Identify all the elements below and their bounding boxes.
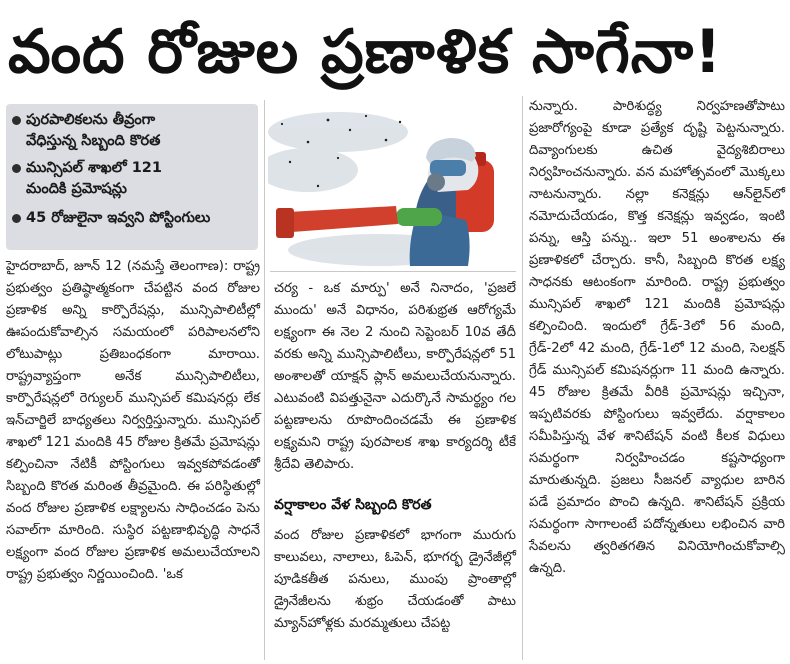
highlight-line: 45 రోజులైనా ఇవ్వని పోస్టింగులు bbox=[26, 210, 211, 226]
article-paragraph: హైదరాబాద్, జూన్ 12 (నమస్తే తెలంగాణ): రాష్ట్ర ప్రభుత్వం ప్రతిష్ఠాత్మకంగా చేపట్టిన వంద రోజుల ప్రణాళిక అన్ని కార్పొరేషన్లు, మున్సిపాలిటీల్లో ఊపందుకోవాల్సిన సమయంలో పరిపాలనలోని లోటుపాట్లు ప్రతిబంధకంగా మారాయి. రాష్ట్రవ్యాప్తంగా అనేక మున్సిపాలిటీలు, కార్పొరేషన్లలో రెగ్యులర్ మున్సిపల్ కమిషనర్లు లేక ఇన్‌చార్జిలే బాధ్యతలు నిర్వర్తిస్తున్నారు. మున్సిపల్ శాఖలో 121 మందికి 45 రోజుల క్రితమే ప్రమోషన్లు కల్పించినా నేటికీ పోస్టింగులు ఇవ్వకపోవడంతో సిబ్బంది కొరత మరింత తీవ్రమైంది. ఈ పరిస్థితుల్లో వంద రోజుల ప్రణాళిక లక్ష్యాలను సాధించడం పెను సవాల్‌గా మారింది. సుస్థిర పట్టణాభివృద్ధి సాధనే లక్ష్యంగా వంద రోజుల ప్రణాళిక అమలుచేయాలని రాష్ట్ర ప్రభుత్వం నిర్ణయించింది. 'ఒక bbox=[6, 259, 260, 582]
bullet-icon bbox=[12, 116, 21, 125]
article-column-3 bbox=[529, 96, 785, 580]
column-divider bbox=[264, 100, 265, 660]
fogging-worker-illustration-icon bbox=[268, 100, 514, 268]
article-paragraph: వంద రోజుల ప్రణాళికలో భాగంగా మురుగు కాలువలు, నాలాలు, ఓపెన్, భూగర్భ డ్రైనేజీల్లో పూడికతీత పనులు, ముంపు ప్రాంతాల్లో డ్రైనేజీలను శుభ్రం చేయడంతో పాటు మ్యాన్‌హోళ్లకు మరమ్మతులు చేపట్ట bbox=[274, 528, 516, 631]
article-photo bbox=[268, 100, 514, 268]
article-column-1 bbox=[6, 256, 260, 586]
headline: వంద రోజుల ప్రణాళిక సాగేనా! bbox=[8, 17, 723, 87]
article-column-2-continued bbox=[274, 525, 516, 635]
highlight-line: వేధిస్తున్న సిబ్బంది కొరత bbox=[26, 133, 161, 149]
highlight-line: మున్సిపల్ శాఖలో 121 bbox=[26, 160, 162, 176]
bullet-icon bbox=[12, 214, 21, 223]
image-divider bbox=[270, 271, 516, 272]
highlight-line: మందికి ప్రమోషన్లు bbox=[26, 181, 127, 197]
section-subheading: వర్షాకాలం వేళ సిబ్బంది కొరత bbox=[274, 497, 432, 513]
bullet-icon bbox=[12, 164, 21, 173]
column-divider bbox=[522, 96, 523, 660]
highlight-line: పురపాలికలను తీవ్రంగా bbox=[26, 112, 156, 128]
article-paragraph: చర్య - ఒక మార్పు' అనే నినాదం, 'ప్రజలే ముందు' అనే విధానం, పరిశుభ్రత ఆరోగ్యమే లక్ష్యంగా ఈ నెల 2 నుంచి సెప్టెంబర్ 10వ తేదీ వరకు అన్ని మున్సిపాలిటీలు, కార్పొరేషన్లలో 51 అంశాలతో యాక్షన్ ప్లాన్ అమలుచేయనున్నారు. ఎటువంటి విపత్తునైనా ఎదుర్కొనే సామర్థ్యం గల పట్టణాలను రూపొందించడమే ఈ ప్రణాళిక లక్ష్యమని రాష్ట్ర పురపాలక శాఖ కార్యదర్శి టీకే శ్రీదేవి తెలిపారు. bbox=[274, 281, 516, 472]
highlights-box bbox=[6, 104, 258, 250]
article-paragraph: నున్నారు. పారిశుద్ధ్య నిర్వహణతోపాటు ప్రజారోగ్యంపై కూడా ప్రత్యేక దృష్టి పెట్టనున్నారు. దివ్యాంగులకు ఉచిత వైద్యశిబిరాలు నిర్వహించనున్నారు. వన మహోత్సవంలో మొక్కలు నాటనున్నారు. నల్లా కనెక్షన్లు ఆన్‌లైన్‌లో నమోదుచేయడం, కొత్త కనెక్షన్లు ఇవ్వడం, ఇంటి పన్ను, ఆస్తి పన్ను.. ఇలా 51 అంశాలను ఈ ప్రణాళికలో చేర్చారు. కానీ, సిబ్బంది కొరత లక్ష్య సాధనకు ఆటంకంగా మారింది. రాష్ట్ర ప్రభుత్వం మున్సిపల్ శాఖలో 121 మందికి ప్రమోషన్లు కల్పించింది. ఇందులో గ్రేడ్-3లో 56 మంది, గ్రేడ్-2లో 42 మంది, గ్రేడ్-1లో 12 మంది, సెలక్షన్ గ్రేడ్ మున్సిపల్ కమిషనర్లుగా 11 మంది ఉన్నారు. 45 రోజుల క్రితమే వీరికి ప్రమోషన్లు ఇచ్చినా, ఇప్పటివరకు పోస్టింగులు ఇవ్వలేదు. వర్షాకాలం సమీపిస్తున్న వేళ శానిటేషన్ వంటి కీలక విధులు సమర్థంగా నిర్వహించడం కష్టసాధ్యంగా మారుతున్నది. ప్రజలు సీజనల్ వ్యాధుల బారిన పడే ప్రమాదం పొంచి ఉన్నది. శానిటేషన్ ప్రక్రియ సమర్థంగా సాగాలంటే పదోన్నతులు లభించిన వారి సేవలను త్వరితగతిన వినియోగించుకోవాల్సి ఉన్నది. bbox=[529, 99, 785, 576]
article-column-2 bbox=[274, 278, 516, 476]
